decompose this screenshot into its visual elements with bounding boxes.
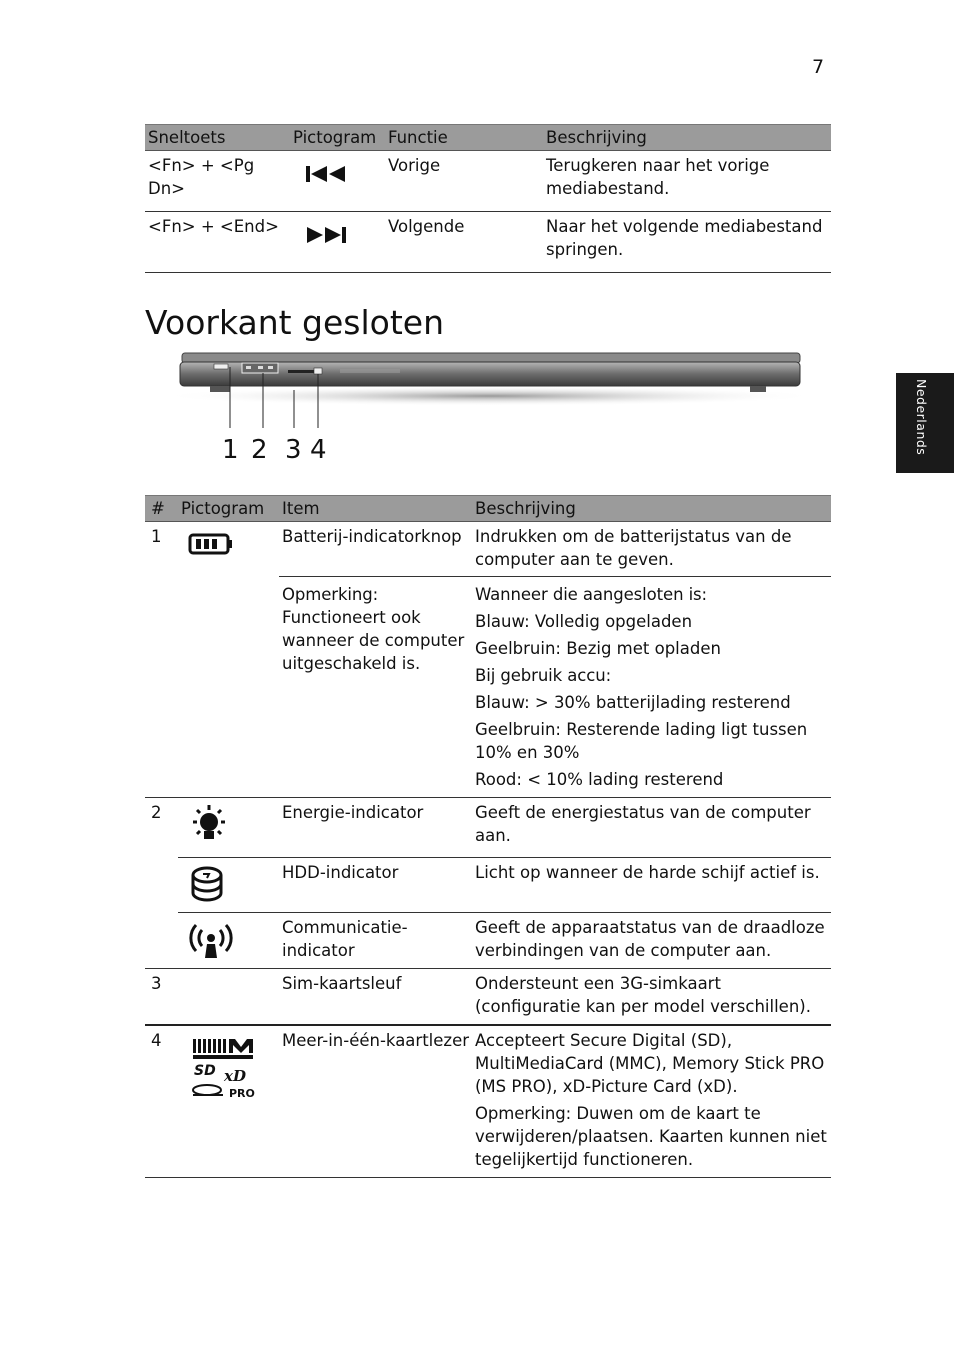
previous-track-icon: [303, 162, 351, 188]
item: Communicatie-indicator: [279, 913, 472, 969]
header-pictogram: Pictogram: [290, 125, 385, 151]
status-line: Bij gebruik accu:: [475, 666, 612, 685]
status-line: Geelbruin: Resterende lading ligt tussen 10% en 30%: [475, 720, 808, 762]
row-number: 3: [145, 969, 178, 1026]
description: Naar het volgende mediabestand springen.: [543, 212, 831, 273]
hotkey: <Fn> + <End>: [145, 212, 290, 273]
function: Volgende: [385, 212, 543, 273]
table-row: [145, 212, 831, 273]
header-beschrijving: Beschrijving: [472, 496, 831, 522]
table-row: [145, 1025, 831, 1178]
description: Geeft de apparaatstatus van de draadloze verbindingen van de computer aan.: [472, 913, 831, 969]
note-label: Opmerking: [282, 585, 373, 604]
power-indicator-icon: [187, 803, 231, 847]
item: Energie-indicator: [279, 798, 472, 858]
status-line: Blauw: Volledig opgeladen: [475, 612, 693, 631]
svg-text:xD: xD: [224, 1067, 246, 1085]
item: HDD-indicator: [279, 858, 472, 913]
svg-text:PRO: PRO: [229, 1087, 255, 1100]
front-panel-table: [145, 495, 831, 1178]
note-text: Duwen om de kaart te verwijderen/plaatsen. Kaarten kunnen niet tegelijkertijd functioneren.: [475, 1104, 827, 1169]
description: Geeft de energiestatus van de computer aan.: [472, 798, 831, 858]
description: Terugkeren naar het vorige mediabestand.: [543, 151, 831, 212]
table-row: [145, 151, 831, 212]
table-row: [145, 522, 831, 577]
row-number: 1: [145, 522, 178, 798]
header-sneltoets: Sneltoets: [145, 125, 290, 151]
callout-2: 2: [251, 435, 268, 465]
item: Batterij-indicatorknop: [279, 522, 472, 577]
status-line: Wanneer die aangesloten is:: [475, 585, 708, 604]
hdd-icon: [189, 865, 229, 905]
item: Meer-in-één-kaartlezer: [279, 1025, 472, 1178]
table-row: [145, 969, 831, 1026]
header-number: #: [145, 496, 178, 522]
note-text: : Functioneert ook wanneer de computer uitgeschakeld is.: [282, 585, 465, 673]
description: Accepteert Secure Digital (SD), MultiMediaCard (MMC), Memory Stick PRO (MS PRO), xD-Picture Card (xD).: [475, 1031, 825, 1096]
svg-text:SD: SD: [194, 1063, 216, 1079]
header-item: Item: [279, 496, 472, 522]
callout-3: 3: [285, 435, 302, 465]
battery-icon: [187, 531, 235, 559]
header-beschrijving: Beschrijving: [543, 125, 831, 151]
header-pictogram: Pictogram: [178, 496, 279, 522]
status-line: Rood: < 10% lading resterend: [475, 770, 724, 789]
section-title: Voorkant gesloten: [145, 303, 445, 342]
description: Ondersteunt een 3G-simkaart (configuratie kan per model verschillen).: [472, 969, 831, 1026]
description: Licht op wanneer de harde schijf actief is.: [472, 858, 831, 913]
table-row: [145, 913, 831, 969]
row-number: 4: [145, 1025, 178, 1178]
card-reader-logos-icon: [191, 1037, 261, 1103]
language-tab-label: Nederlands: [914, 379, 929, 456]
hotkey-table: [145, 124, 831, 273]
hotkey: <Fn> + <Pg Dn>: [145, 151, 290, 212]
table-row: [145, 858, 831, 913]
language-tab: [896, 373, 954, 473]
function: Vorige: [385, 151, 543, 212]
wireless-icon: [187, 922, 235, 962]
row-number: 2: [145, 798, 178, 969]
next-track-icon: [303, 223, 351, 249]
header-functie: Functie: [385, 125, 543, 151]
callout-4: 4: [310, 435, 327, 465]
item: Sim-kaartsleuf: [279, 969, 472, 1026]
table-row: [145, 798, 831, 858]
description: Indrukken om de batterijstatus van de computer aan te geven.: [472, 522, 831, 577]
page-number: 7: [812, 56, 825, 78]
laptop-front-illustration: [160, 350, 820, 470]
callout-1: 1: [222, 435, 239, 465]
status-line: Geelbruin: Bezig met opladen: [475, 639, 721, 658]
status-line: Blauw: > 30% batterijlading resterend: [475, 693, 791, 712]
note-label: Opmerking:: [475, 1104, 572, 1123]
